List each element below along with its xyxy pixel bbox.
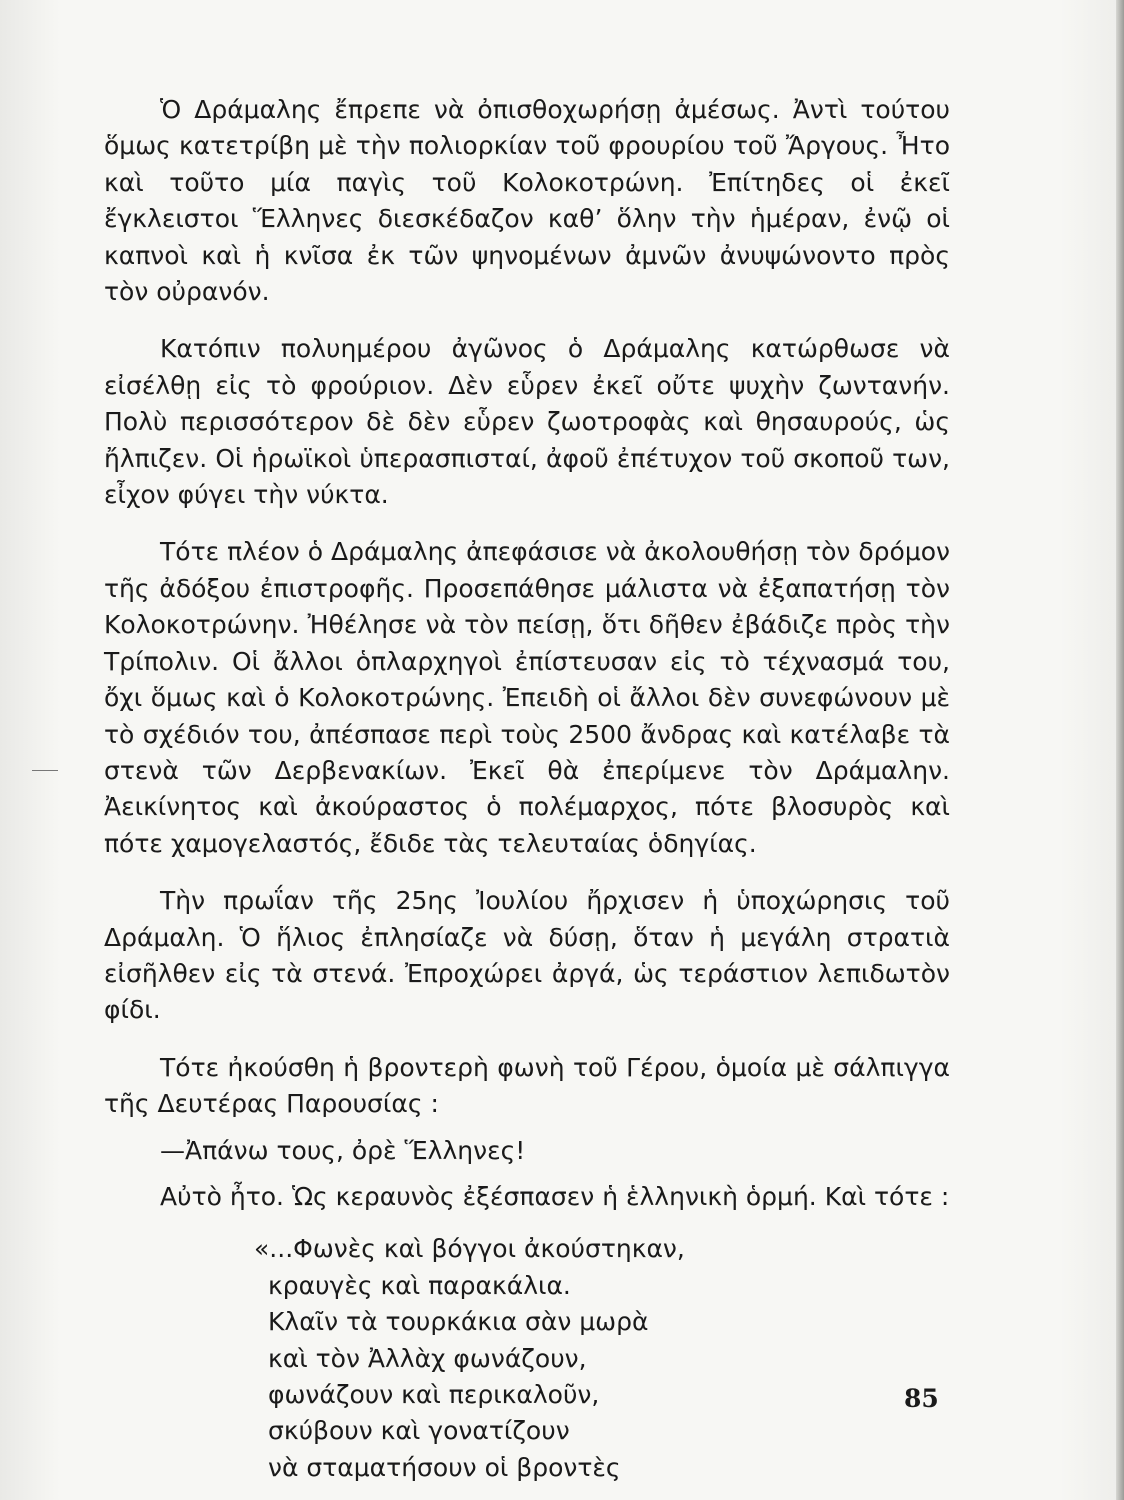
- page-number: 85: [904, 1384, 939, 1413]
- poem-line: φωνάζουν καὶ περικαλοῦν,: [268, 1380, 600, 1409]
- dialogue-line: —Ἀπάνω τους, ὀρὲ Ἕλληνες!: [160, 1135, 526, 1165]
- body-text: [104, 92, 950, 1486]
- poem-line: κραυγὲς καὶ παρακάλια.: [268, 1270, 571, 1300]
- poem-line: Κλαῖν τὰ τουρκάκια σὰν μωρὰ: [268, 1307, 649, 1337]
- poem-line: σκύβουν καὶ γονατίζουν: [268, 1416, 570, 1446]
- paragraph: Τότε ἠκούσθη ἡ βροντερὴ φωνὴ τοῦ Γέρου, ὁμοία μὲ σάλπιγγα τῆς Δευτέρας Παρουσίας :: [104, 1052, 950, 1119]
- margin-mark: [32, 770, 58, 771]
- poem-line: «...Φωνὲς καὶ βόγγοι ἀκούστηκαν,: [254, 1234, 685, 1264]
- closing-paragraph: Αὐτὸ ἦτο. Ὡς κεραυνὸς ἐξέσπασεν ἡ ἑλληνικὴ ὁρμή. Καὶ τότε :: [160, 1181, 950, 1211]
- paragraph: Τὴν πρωΐαν τῆς 25ης Ἰουλίου ἤρχισεν ἡ ὑποχώρησις τοῦ Δράμαλη. Ὁ ἥλιος ἐπλησίαζε νὰ δύσῃ, ὅταν ἡ μεγάλη στρατιὰ εἰσῆλθεν εἰς τὰ στενά. Ἐπροχώρει ἀργά, ὡς τεράστιον λεπιδωτὸν φίδι.: [104, 886, 950, 1025]
- paragraph: Τότε πλέον ὁ Δράμαλης ἀπεφάσισε νὰ ἀκολουθήσῃ τὸν δρόμον τῆς ἀδόξου ἐπιστροφῆς. Προσεπάθησε μάλιστα νὰ ἐξαπατήσῃ τὸν Κολοκοτρώνην. Ἠθέλησε νὰ τὸν πείσῃ, ὅτι δῆθεν ἐβάδιζε πρὸς τὴν Τρίπολιν. Οἱ ἄλλοι ὁπλαρχηγοὶ ἐπίστευσαν εἰς τὸ τέχνασμά του, ὄχι ὅμως καὶ ὁ Κολοκοτρώνης. Ἐπειδὴ οἱ ἄλλοι δὲν συνεφώνουν μὲ τὸ σχέδιόν του, ἀπέσπασε περὶ τοὺς 2500 ἄνδρας καὶ κατέλαβε τὰ στενὰ τῶν Δερβενακίων. Ἐκεῖ θὰ ἐπερίμενε τὸν Δράμαλην. Ἀεικίνητος καὶ ἀκούραστος ὁ πολέμαρχος, πότε βλοσυρὸς καὶ πότε χαμογελαστός, ἔδιδε τὰς τελευταίας ὁδηγίας.: [104, 537, 950, 858]
- poem-quote: [104, 1231, 950, 1486]
- page-edge-shadow: [1116, 0, 1124, 1500]
- poem-line: νὰ σταματήσουν οἱ βροντὲς: [268, 1452, 621, 1482]
- paragraph: Κατόπιν πολυημέρου ἀγῶνος ὁ Δράμαλης κατώρθωσε νὰ εἰσέλθῃ εἰς τὸ φρούριον. Δὲν εὗρεν ἐκεῖ οὔτε ψυχὴν ζωντανήν. Πολὺ περισσότερον δὲ δὲν εὗρεν ζωοτροφὰς καὶ θησαυρούς, ὡς ἤλπιζεν. Οἱ ἡρωϊκοὶ ὑπερασπισταί, ἀφοῦ ἐπέτυχον τοῦ σκοποῦ των, εἶχον φύγει τὴν νύκτα.: [104, 334, 950, 510]
- paragraph: Ὁ Δράμαλης ἔπρεπε νὰ ὀπισθοχωρήσῃ ἀμέσως. Ἀντὶ τούτου ὅμως κατετρίβη μὲ τὴν πολιορκίαν τοῦ φρουρίου τοῦ Ἄργους. Ἦτο καὶ τοῦτο μία παγὶς τοῦ Κολοκοτρώνη. Ἐπίτηδες οἱ ἐκεῖ ἔγκλειστοι Ἕλληνες διεσκέδαζον καθ’ ὅλην τὴν ἡμέραν, ἐνῷ οἱ καπνοὶ καὶ ἡ κνῖσα ἐκ τῶν ψηνομένων ἀμνῶν ἀνυψώνοντο πρὸς τὸν οὐρανόν.: [104, 95, 950, 307]
- poem-line: καὶ τὸν Ἀλλὰχ φωνάζουν,: [268, 1343, 587, 1373]
